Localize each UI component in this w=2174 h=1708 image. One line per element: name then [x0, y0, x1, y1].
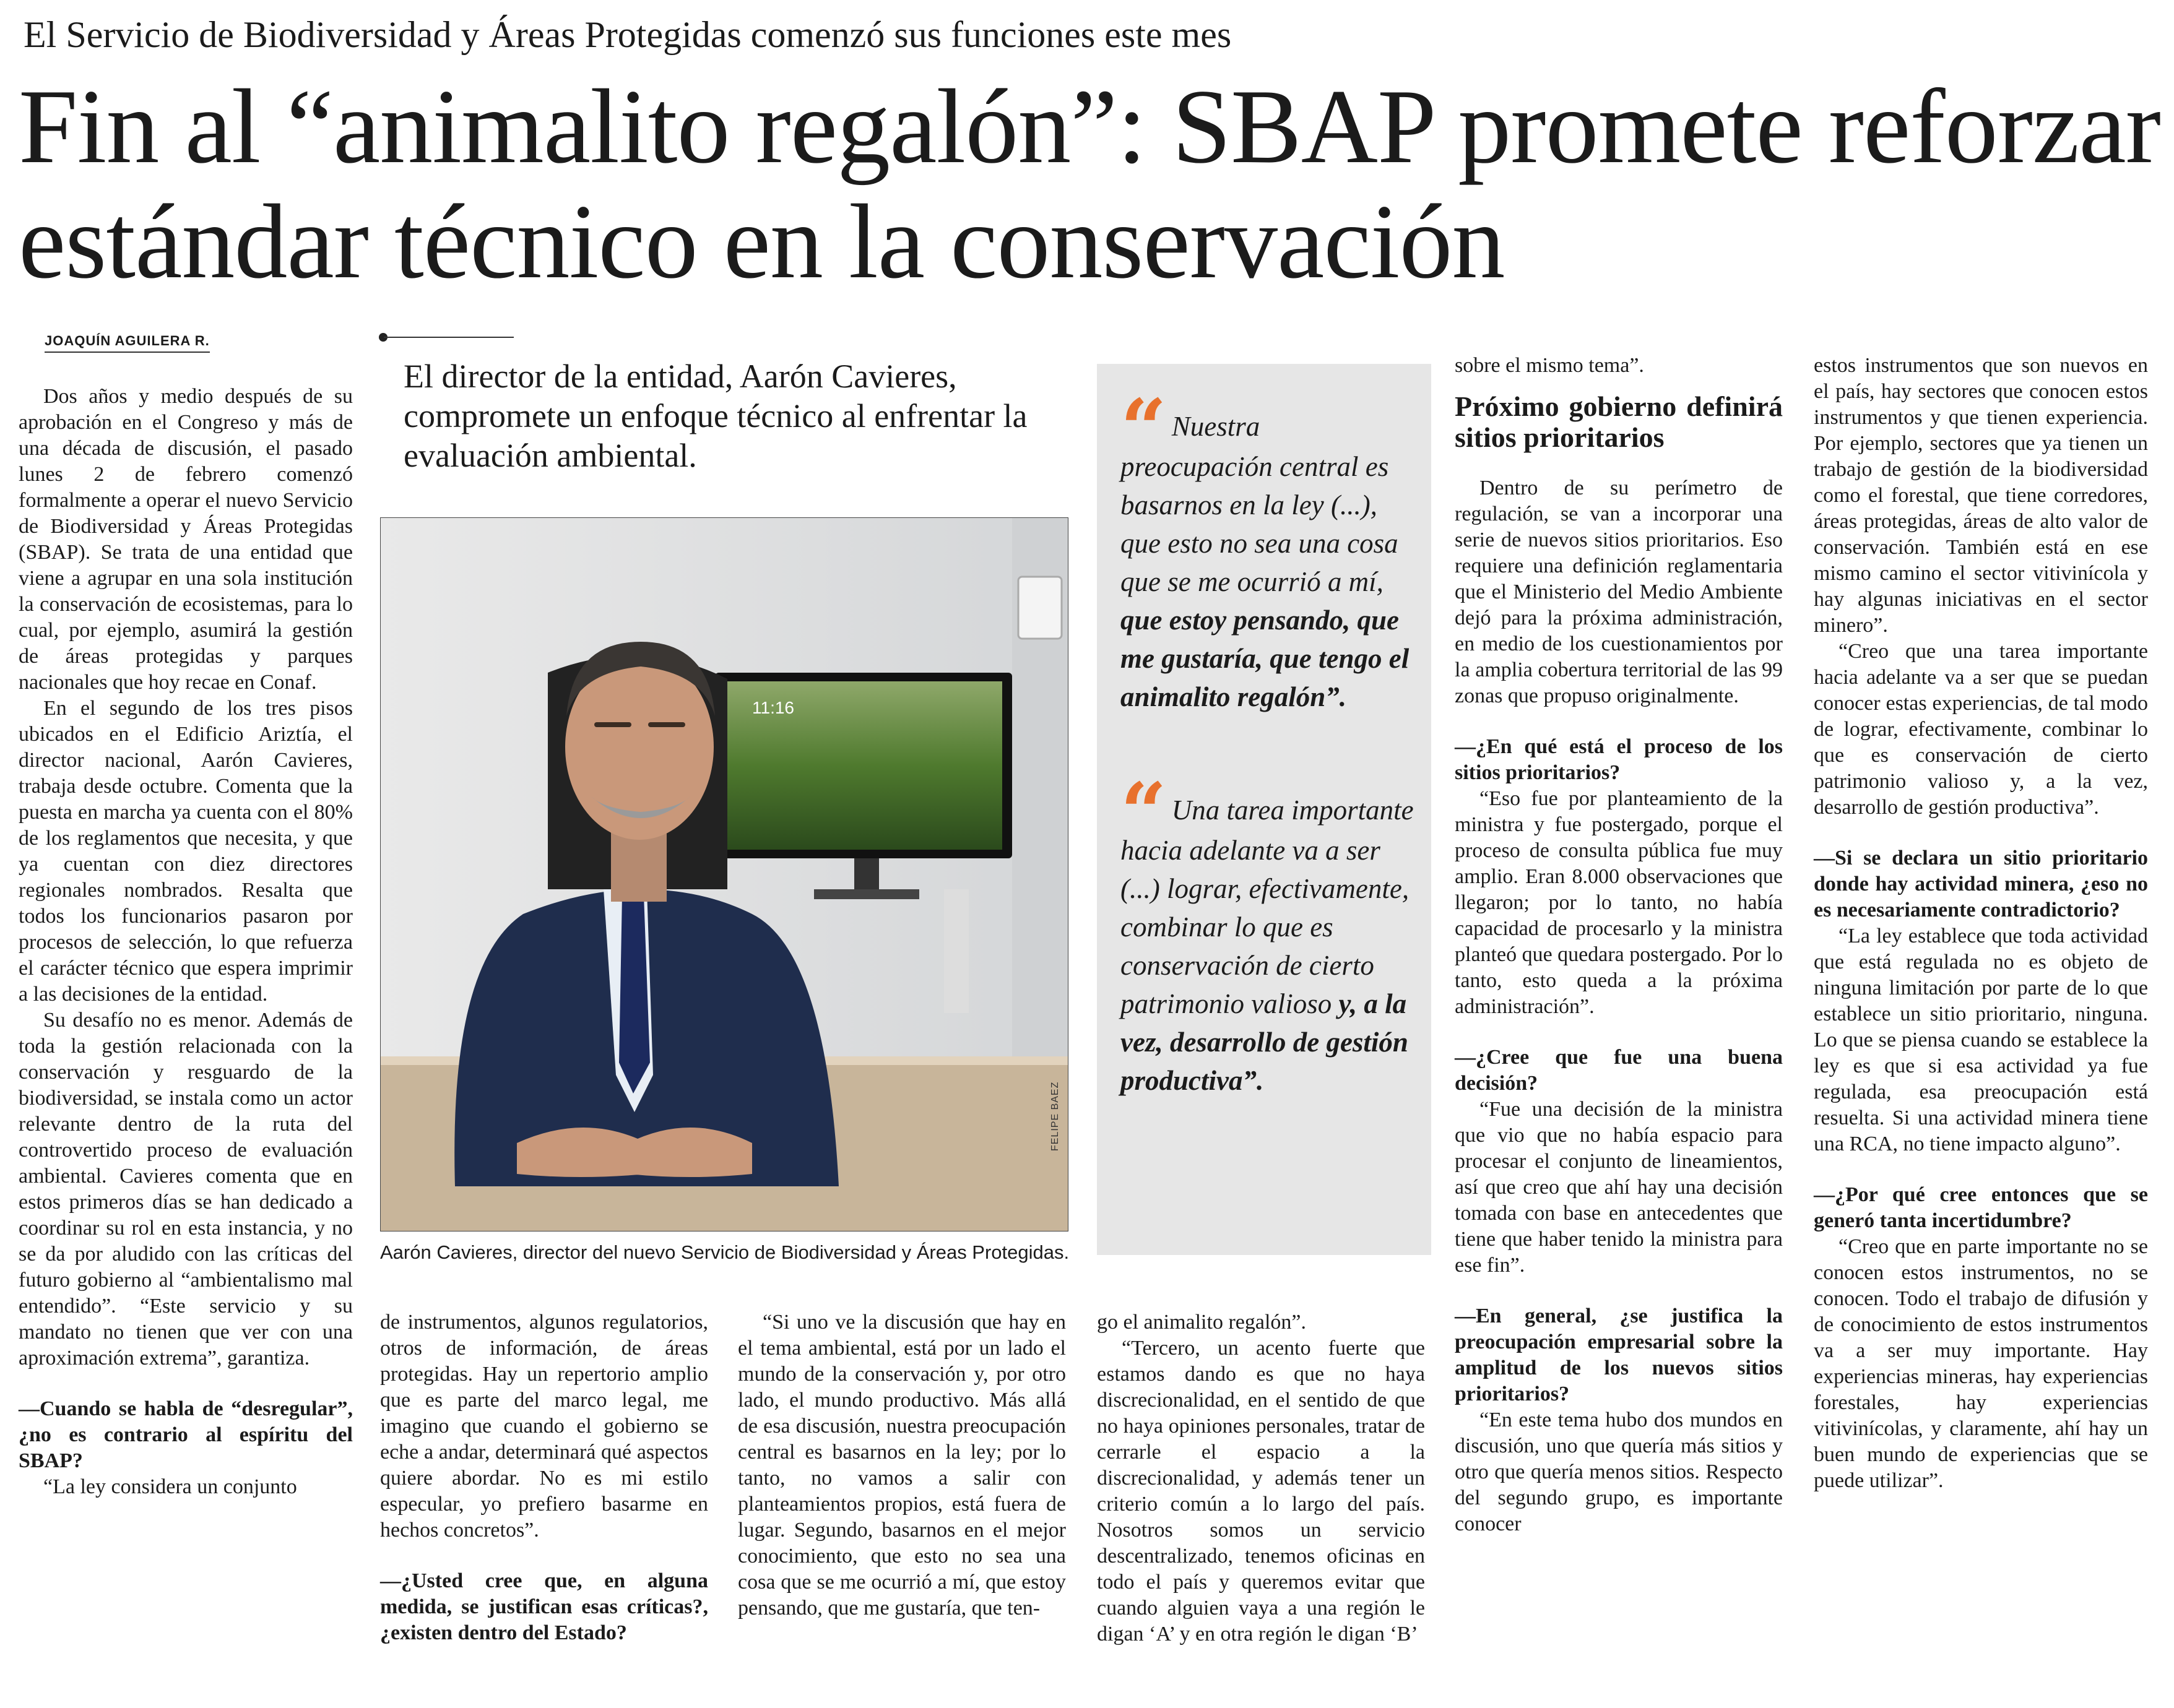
column-3: [738, 1309, 1066, 1621]
col5-paragraph: Dentro de su perímetro de regulación, se van a incorporar una serie de nuevos sitios prioritarios. Eso requiere una definición reglamentaria que el Ministerio del Medio Ambiente dejó para la próxima administración, en medio de los cuestionamientos por la amplia cobertura territorial de las 99 zonas que propuso originalmente.: [1455, 477, 1783, 707]
col1-question: —Cuando se habla de “desregular”, ¿no es contrario al espíritu del SBAP?: [19, 1397, 353, 1472]
col5-paragraph: “Eso fue por planteamiento de la ministra y fue postergado, porque el proceso de consulta pública fue muy amplio. Eran 8.000 observaciones que llegaron; por lo tanto, no había capacidad de procesarlo y la ministra planteó que quedara postergado. Por lo tanto, esto queda a la próxima administración”.: [1455, 787, 1783, 1018]
byline: JOAQUÍN AGUILERA R.: [45, 333, 210, 353]
photo-credit: FELIPE BAEZ: [1050, 1081, 1060, 1151]
column-2: [380, 1309, 708, 1646]
col3-paragraph: “Si uno ve la discusión que hay en el tema ambiental, está por un lado el mundo de la conservación y, por otro lado, el mundo productivo. Más allá de esa discusión, nuestra preocupación central es basarnos en la ley; por lo tanto, no vamos a salir con planteamientos propios, está fuera de lugar. Segundo, basarnos en el mejor conocimiento, que esto no sea una cosa que se me ocurrió a mí, que estoy pensando, que me gustaría, que ten-: [738, 1311, 1066, 1620]
col6-paragraph: estos instrumentos que son nuevos en el país, hay sectores que conocen estos instrumentos y que tienen experiencia. Por ejemplo, sectores que ya tienen un trabajo de gestión de la biodiversidad como el forestal, que tiene corredores, áreas protegidas, áreas de alto valor de conservación. También está en ese mismo camino el sector vitivinícola y hay algunas iniciativas en el sector minero”.: [1814, 354, 2148, 637]
col4-paragraph: go el animalito regalón”.: [1097, 1311, 1306, 1334]
col5-question: —En general, ¿se justifica la preocupación empresarial sobre la amplitud de los nuevos sitios prioritarios?: [1455, 1305, 1783, 1405]
col5-question: —¿En qué está el proceso de los sitios prioritarios?: [1455, 735, 1783, 784]
col6-paragraph: “Creo que en parte importante no se conocen estos instrumentos, no se conocen. Todo el trabajo de difusión y de conocimiento de estos instrumentos va a ser muy importante. Hay experiencias mineras, hay experiencias forestales, hay experiencias vitivinícolas, y claramente, ahí hay un buen mundo de experiencias que se puede utilizar”.: [1814, 1235, 2148, 1492]
col2-paragraph: de instrumentos, algunos regulatorios, otros de información, de áreas protegidas. Hay un repertorio amplio que es parte del marco legal, me imagino que cuando el gobierno se eche a andar, determinará qué aspectos quiere abordar. No es mi estilo especular, yo prefiero basarme en hechos concretos”.: [380, 1311, 708, 1542]
col5-paragraph: “Fue una decisión de la ministra que vio que no había espacio para procesar el conjunto de lineamientos, así que creo que ahí hay una decisión tomada con base en antecedentes que tiene que haber tenido la ministra para ese fin”.: [1455, 1098, 1783, 1277]
col5-paragraph: sobre el mismo tema”.: [1455, 354, 1644, 377]
subhead: Próximo gobierno definirá sitios prioritarios: [1455, 390, 1783, 453]
photo-caption: Aarón Cavieres, director del nuevo Servicio de Biodiversidad y Áreas Protegidas.: [380, 1241, 1070, 1263]
pullquote-emphasis: que estoy pensando, que me gustaría, que tengo el animalito regalón”.: [1120, 605, 1410, 712]
pullquote-2: [1120, 765, 1418, 1100]
headline: Fin al “animalito regalón”: SBAP promete reforzar estándar técnico en la conservación: [19, 68, 2160, 301]
col5-question: —¿Cree que fue una buena decisión?: [1455, 1046, 1783, 1095]
column-4: [1097, 1309, 1425, 1647]
col4-paragraph: “Tercero, un acento fuerte que estamos dando es que no haya discrecionalidad, en el sentido de que no haya opiniones personales, tratar de cerrarle el espacio a la discrecionalidad, y además tener un criterio común a lo largo del país. Nosotros somos un servicio descentralizado, tenemos oficinas en todo el país y queremos evitar que cuando alguien vaya a una región le digan ‘A’ y en otra región le digan ‘B’: [1097, 1337, 1425, 1645]
pullquote-emphasis: y, a la vez, desarrollo de gestión productiva”.: [1120, 988, 1408, 1096]
quote-mark-icon: “: [1120, 765, 1167, 860]
pullquote-text: Nuestra preocupación central es basarnos en la ley (...), que esto no sea una cosa que se me ocurrió a mí,: [1120, 411, 1398, 597]
col6-paragraph: “La ley establece que toda actividad que está regulada no es objeto de ninguna limitación por parte de lo que establece un sitio prioritario, ninguna. Lo que se piensa cuando se establece la ley es que si esa actividad ya fue regulada, esa preocupación está resuelta. Si una actividad minera tiene una RCA, no tiene impacto alguno”.: [1814, 925, 2148, 1155]
pullquote-box: [1097, 364, 1431, 1255]
col1-paragraph: En el segundo de los tres pisos ubicados en el Edificio Ariztía, el director nacional, Aarón Cavieres, trabaja desde octubre. Comenta que la puesta en marcha ya cuenta con el 80% de los reglamentos que necesita, y que ya cuentan con diez directores regionales nombrados. Resalta que todos los funcionarios pasaron por procesos de selección, lo que refuerza el carácter técnico que espera imprimir a las decisiones de la entidad.: [19, 697, 353, 1006]
quote-mark-icon: “: [1120, 381, 1167, 476]
deck: El director de la entidad, Aarón Cavieres, compromete un enfoque técnico al enfrentar la evaluación ambiental.: [404, 358, 1028, 474]
col1-paragraph: Su desafío no es menor. Además de toda la gestión relacionada con la conservación y resguardo de la biodiversidad, se instala como un actor relevante dentro de la ruta del controvertido proceso de evaluación ambiental. Cavieres comenta que en estos primeros días se han dedicado a coordinar su rol en esta instancia, y no se da por aludido con las críticas del futuro gobierno al “ambientalismo mal entendido”. “Este servicio y su mandato no tienen que ver con una aproximación extrema”, garantiza.: [19, 1009, 353, 1369]
portrait-illustration: [381, 518, 1068, 1231]
col2-question: —¿Usted cree que, en alguna medida, se justifican esas críticas?, ¿existen dentro del Estado?: [380, 1569, 708, 1644]
column-6: [1814, 353, 2148, 1494]
col6-question: —¿Por qué cree entonces que se generó tanta incertidumbre?: [1814, 1183, 2148, 1232]
column-1: [19, 384, 353, 1500]
portrait-photo: [380, 517, 1068, 1231]
col6-paragraph: “Creo que una tarea importante hacia adelante va a ser que se puedan conocer estas experiencias, de tal modo de lograr, efectivamente, combinar lo que es conservación de cierto patrimonio valioso y, a la vez, desarrollo de gestión productiva”.: [1814, 640, 2148, 819]
col6-question: —Si se declara un sitio prioritario donde hay actividad minera, ¿eso no es necesariamente contradictorio?: [1814, 847, 2148, 921]
monitor-clock: 11:16: [752, 698, 794, 717]
col5-paragraph: “En este tema hubo dos mundos en discusión, uno que quería más sitios y otro que quería menos sitios. Respecto del segundo grupo, es importante conocer: [1455, 1408, 1783, 1535]
col1-paragraph: “La ley considera un conjunto: [43, 1475, 297, 1498]
deck-rule: [384, 337, 514, 338]
column-5: [1455, 353, 1783, 1537]
pullquote-1: [1120, 381, 1418, 716]
pullquote-text: Una tarea importante hacia adelante va a ser (...) lograr, efectivamente, combinar lo que es conservación de cierto patrimonio valioso: [1120, 795, 1414, 1019]
kicker: El Servicio de Biodiversidad y Áreas Protegidas comenzó sus funciones este mes: [24, 14, 1232, 55]
col1-paragraph: Dos años y medio después de su aprobación en el Congreso y más de una década de discusión, el pasado lunes 2 de febrero comenzó formalmente a operar el nuevo Servicio de Biodiversidad y Áreas Protegidas (SBAP). Se trata de una entidad que viene a agrupar en una sola institución la conservación de ecosistemas, para lo cual, por ejemplo, asumirá la gestión de áreas protegidas y parques nacionales que hoy recae en Conaf.: [19, 385, 353, 694]
